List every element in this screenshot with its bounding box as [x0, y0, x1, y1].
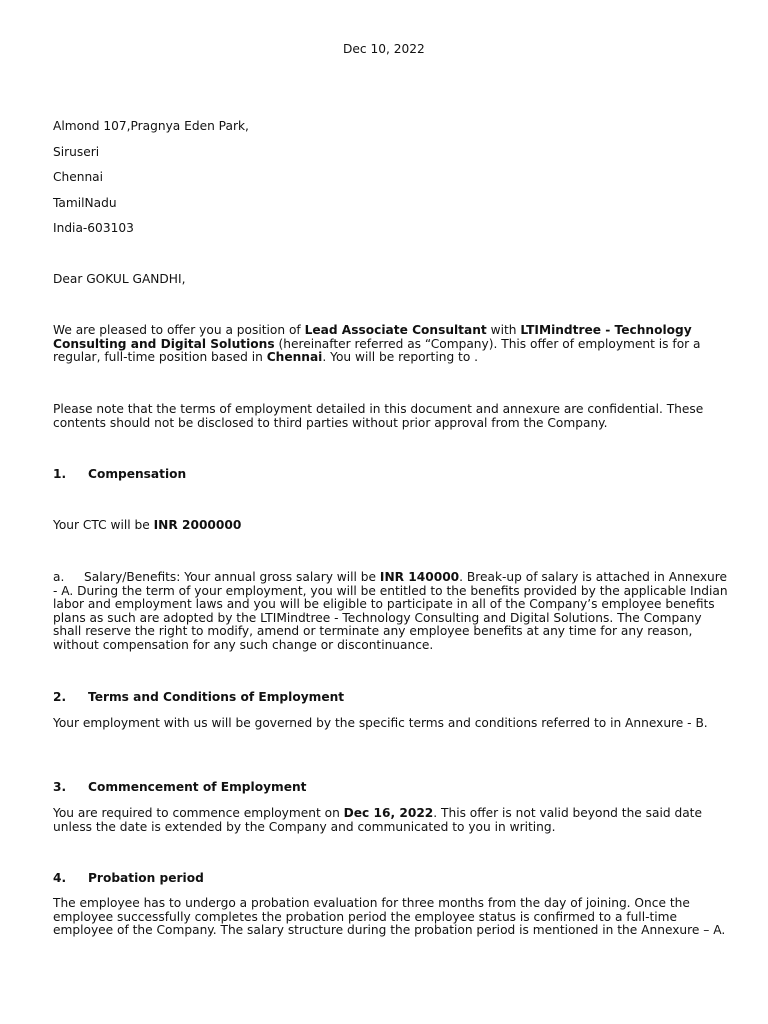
confidentiality-paragraph: Please note that the terms of employment detailed in this document and annexure are confidential. These contents should not be disclosed to third parties without prior approval from the Company.	[53, 402, 704, 430]
section-title: Compensation	[88, 467, 187, 481]
intro-paragraph	[53, 324, 728, 365]
ctc-line	[53, 519, 241, 533]
address-line: India-603103	[53, 221, 134, 235]
commencement-paragraph	[53, 807, 728, 834]
section-number: 3.	[53, 780, 67, 794]
intro-text: with	[486, 323, 521, 337]
letter-date: Dec 10, 2022	[343, 42, 425, 56]
section-number: 1.	[53, 467, 67, 481]
address-line: Siruseri	[53, 145, 100, 159]
salary-value: INR 140000	[379, 570, 460, 584]
intro-text: . You will be reporting to .	[322, 350, 479, 365]
section-number: 4.	[53, 871, 67, 885]
position-title: Lead Associate Consultant	[304, 323, 487, 337]
section-title: Probation period	[88, 871, 204, 885]
intro-text: (hereinafter referred as “Company). This offer of employment is for a regular, full-time position based in	[53, 336, 701, 365]
ctc-value: INR 2000000	[153, 518, 242, 532]
salary-text: Salary/Benefits: Your annual gross salary will be	[84, 570, 380, 584]
commencement-text: . This offer is not valid beyond the said date unless the date is extended by the Company and communicated to you in writing.	[53, 806, 702, 834]
salary-text: . Break-up of salary is attached in Annexure - A. During the term of your employment, you will be entitled to the benefits provided by the applicable Indian labor and employment laws and you will be eligible to participate in all of the Company’s employee benefits plans as such are adopted by the LTIMindtree - Technology Consulting and Digital Solutions. The Company shall reserve the right to modify, amend or terminate any employee benefits at any time for any reason, without compensation for any such change or discontinuance.	[53, 570, 728, 652]
address-line: TamilNadu	[53, 196, 117, 210]
ctc-label: Your CTC will be	[53, 518, 154, 532]
intro-text: We are pleased to offer you a position of	[53, 323, 305, 337]
section-title: Terms and Conditions of Employment	[88, 690, 345, 704]
commencement-text: You are required to commence employment on	[53, 806, 344, 820]
salary-benefits-paragraph	[53, 571, 728, 653]
company-name: LTIMindtree - Technology Consulting and Digital Solutions	[53, 323, 692, 351]
address-line: Chennai	[53, 170, 104, 184]
salutation: Dear GOKUL GANDHI,	[53, 272, 186, 286]
section-heading-compensation	[53, 468, 186, 482]
joining-date: Dec 16, 2022	[343, 806, 434, 820]
section-number: 2.	[53, 690, 67, 704]
list-marker: a.	[53, 570, 65, 584]
terms-paragraph: Your employment with us will be governed by the specific terms and conditions referred to in Annexure - B.	[53, 716, 708, 730]
section-heading-commencement	[53, 781, 307, 795]
address-line: Almond 107,Pragnya Eden Park,	[53, 119, 249, 133]
section-heading-terms	[53, 691, 344, 705]
job-location: Chennai	[266, 350, 323, 365]
section-heading-probation	[53, 872, 204, 886]
section-title: Commencement of Employment	[88, 780, 307, 794]
probation-paragraph: The employee has to undergo a probation evaluation for three months from the day of joining. Once the employee successfully completes the probation period the employee status is confirmed to a full-time employee of the Company. The salary structure during the probation period is mentioned in the Annexure – A.	[53, 896, 726, 938]
